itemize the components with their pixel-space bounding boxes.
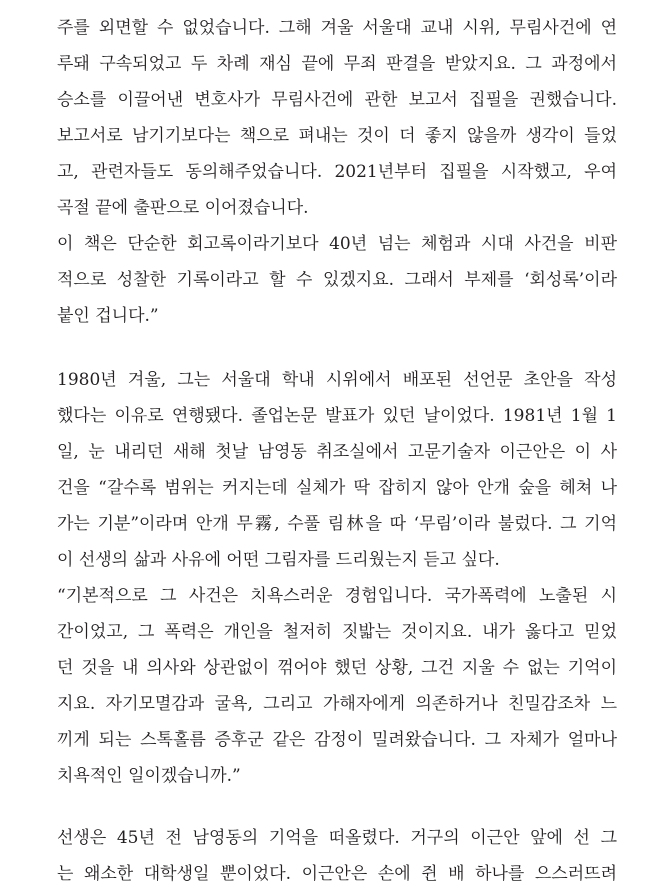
text-line: 간이었고, 그 폭력은 개인을 철저히 짓밟는 것이지요. 내가 옳다고 믿었	[57, 622, 617, 642]
text-line: 끼게 되는 스톡홀름 증후군 같은 감정이 밀려왔습니다. 그 자체가 얼마나	[57, 730, 617, 750]
text-line: 곡절 끝에 출판으로 이어졌습니다.	[57, 198, 309, 218]
text-line: “기본적으로 그 사건은 치욕스러운 경험입니다. 국가폭력에 노출된 시	[57, 586, 617, 606]
text-line: 건을 “갈수록 범위는 커지는데 실체가 딱 잡히지 않아 안개 숲을 헤쳐 나	[57, 478, 617, 498]
text-line: 는 왜소한 대학생일 뿐이었다. 이근안은 손에 쥔 배 하나를 으스러뜨려	[57, 864, 617, 884]
text-line: 이 책은 단순한 회고록이라기보다 40년 넘는 체험과 시대 사건을 비판	[57, 234, 617, 254]
text-line: 루돼 구속되었고 두 차례 재심 끝에 무죄 판결을 받았지요. 그 과정에서	[57, 54, 617, 74]
text-line: 지요. 자기모멸감과 굴욕, 그리고 가해자에게 의존하거나 친밀감조차 느	[57, 694, 617, 714]
text-line: 보고서로 남기기보다는 책으로 펴내는 것이 더 좋지 않을까 생각이 들었	[57, 126, 617, 146]
text-line: 고, 관련자들도 동의해주었습니다. 2021년부터 집필을 시작했고, 우여	[57, 162, 617, 182]
text-line: 일, 눈 내리던 새해 첫날 남영동 취조실에서 고문기술자 이근안은 이 사	[57, 442, 617, 462]
text-line: 던 것을 내 의사와 상관없이 꺾어야 했던 상황, 그건 지울 수 없는 기억이	[57, 658, 617, 678]
text-line: 선생은 45년 전 남영동의 기억을 떠올렸다. 거구의 이근안 앞에 선 그	[57, 828, 617, 848]
text-line: 붙인 겁니다.”	[57, 306, 159, 326]
text-line: 이 선생의 삶과 사유에 어떤 그림자를 드리웠는지 듣고 싶다.	[57, 550, 500, 570]
text-line: 적으로 성찰한 기록이라고 할 수 있겠지요. 그래서 부제를 ‘회성록’이라	[57, 270, 617, 290]
text-line: 승소를 이끌어낸 변호사가 무림사건에 관한 보고서 집필을 권했습니다.	[57, 90, 617, 110]
text-line: 가는 기분”이라며 안개 무霧, 수풀 림林을 따 ‘무림’이라 불렀다. 그 기억	[57, 514, 617, 534]
text-line: 주를 외면할 수 없었습니다. 그해 겨울 서울대 교내 시위, 무림사건에 연	[57, 18, 617, 38]
text-line: 했다는 이유로 연행됐다. 졸업논문 발표가 있던 날이었다. 1981년 1월 1	[57, 406, 617, 426]
text-line: 치욕적인 일이겠습니까.”	[57, 766, 241, 786]
text-line: 1980년 겨울, 그는 서울대 학내 시위에서 배포된 선언문 초안을 작성	[57, 370, 617, 390]
